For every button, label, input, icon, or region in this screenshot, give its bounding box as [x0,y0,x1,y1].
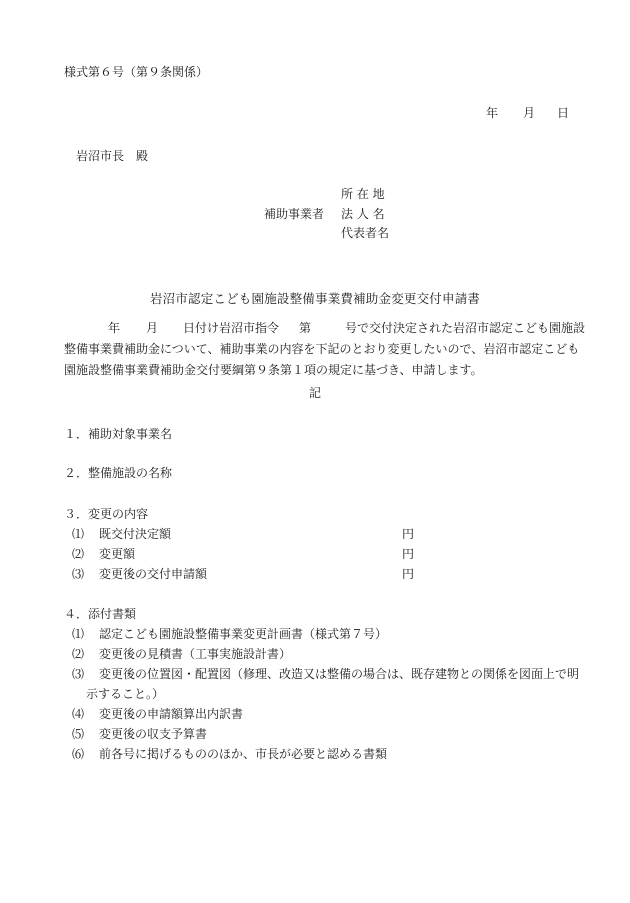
s4-item1-text: 認定こども園施設整備事業変更計画書（様式第７号） [99,627,388,641]
section-target-project: １．補助対象事業名 [64,427,173,441]
body-line1-rest: 号で交付決定された岩沼市認定こども園施設 [345,321,586,335]
s3-item3-num: ⑶ [72,567,85,581]
s3-item1-unit: 円 [402,527,415,541]
s3-item2-unit: 円 [402,547,415,561]
s4-item2-text: 変更後の見積書（工事実施設計書） [99,647,292,661]
section-attachments: ４．添付書類 [64,607,137,621]
s4-item4-num: ⑷ [72,707,85,721]
s3-item1-num: ⑴ [72,527,85,541]
section-facility-name: ２．整備施設の名称 [64,466,173,480]
s4-item5-num: ⑸ [72,727,85,741]
s3-item1-label: 既交付決定額 [99,527,172,541]
addressee: 岩沼市長 殿 [76,149,149,163]
body-month: 月 [146,321,159,335]
s3-item2-label: 変更額 [99,547,136,561]
s4-item4-text: 変更後の申請額算出内訳書 [99,707,244,721]
applicant-role: 補助事業者 [264,207,325,221]
body-year: 年 [108,321,121,335]
s4-item1-num: ⑴ [72,627,85,641]
s4-item3-num: ⑶ [72,667,85,681]
s4-item3-text: 変更後の位置図・配置図（修理、改造又は整備の場合は、既存建物との関係を図面上で明 [99,667,580,681]
body-line2: 整備事業費補助金について、補助事業の内容を下記のとおり変更したいので、岩沼市認定こども [64,342,580,356]
applicant-corp-name-label: 法 人 名 [341,207,385,221]
document-title: 岩沼市認定こども園施設整備事業費補助金変更交付申請書 [149,291,481,306]
s4-item3-continuation: 示すること。） [86,687,165,701]
s4-item5-text: 変更後の収支予算書 [99,727,208,741]
applicant-representative-label: 代表者名 [341,226,390,240]
s3-item3-unit: 円 [402,567,415,581]
date-day: 日 [557,106,570,120]
s4-item6-num: ⑹ [72,747,85,761]
s3-item3-label: 変更後の交付申請額 [99,567,208,581]
section-change-content: ３．変更の内容 [64,507,149,521]
body-number-prefix: 第 [299,321,312,335]
form-number: 様式第６号（第９条関係） [64,65,209,79]
body-line3: 園施設整備事業費補助金交付要綱第９条第１項の規定に基づき、申請します。 [64,363,483,377]
body-date-ref: 日付け岩沼市指令 [183,321,280,335]
s3-item2-num: ⑵ [72,547,85,561]
date-year: 年 [486,106,499,120]
date-month: 月 [523,106,536,120]
s4-item6-text: 前各号に掲げるもののほか、市長が必要と認める書類 [99,747,388,761]
ki-mark: 記 [308,386,321,400]
applicant-address-label: 所 在 地 [341,187,385,201]
s4-item2-num: ⑵ [72,647,85,661]
